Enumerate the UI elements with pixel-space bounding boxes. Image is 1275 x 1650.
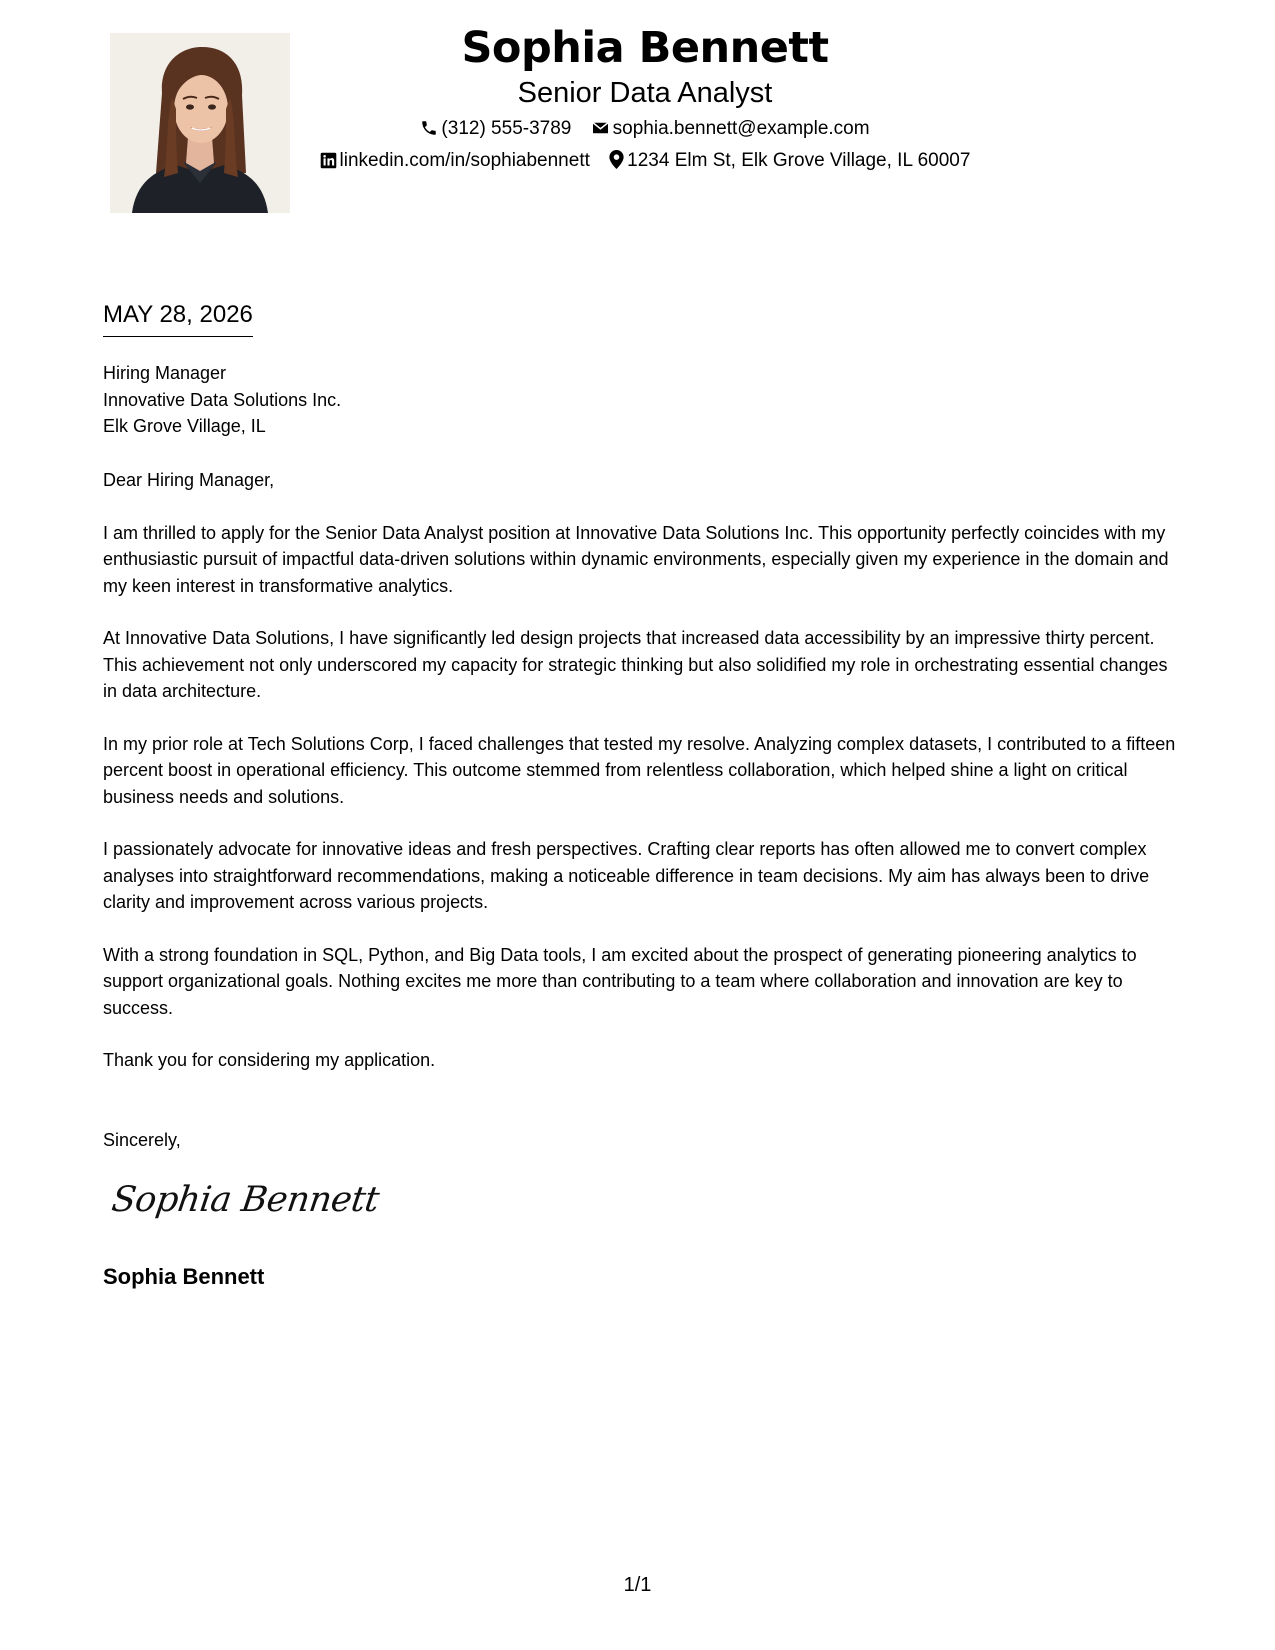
recipient-block — [103, 360, 341, 440]
letter-date: MAY 28, 2026 — [103, 300, 253, 337]
body-paragraph: At Innovative Data Solutions, I have significantly led design projects that increased data accessibility by an impressive thirty percent. This achievement not only underscored my capacity for strategic thinking but also solidified my role in orchestrating essential changes in data architecture. — [103, 628, 1168, 701]
recipient-line: Hiring Manager — [103, 363, 227, 383]
linkedin-contact — [320, 148, 590, 174]
body-paragraph: I passionately advocate for innovative ideas and fresh perspectives. Crafting clear reports has often allowed me to convert complex analyses into straightforward recommendations, making a noticeable difference in team decisions. My aim has always been to drive clarity and improvement across various projects. — [103, 839, 1150, 912]
salutation: Dear Hiring Manager, — [103, 470, 275, 490]
recipient-line: Elk Grove Village, IL — [103, 416, 266, 436]
letter-header — [290, 20, 1000, 174]
map-pin-icon — [609, 150, 624, 169]
closing: Sincerely, — [103, 1130, 181, 1150]
page-number: 1/1 — [623, 1574, 652, 1596]
address-contact — [609, 148, 970, 174]
body-paragraph: In my prior role at Tech Solutions Corp, I faced challenges that tested my resolve. Analyzing complex datasets, I contributed to a fifteen percent boost in operational efficiency. This outcome stemmed from relentless collaboration, which helped shine a light on critical business needs and solutions. — [103, 733, 1176, 807]
thanks-line: Thank you for considering my application. — [103, 1050, 436, 1070]
applicant-title: Senior Data Analyst — [517, 77, 773, 109]
recipient-line: Innovative Data Solutions Inc. — [103, 389, 342, 410]
address-text: 1234 Elm St, Elk Grove Village, IL 60007 — [627, 150, 971, 171]
email-text: sophia.bennett@example.com — [612, 118, 870, 139]
letter-body — [103, 467, 1181, 1100]
email-contact — [591, 116, 870, 142]
body-paragraph: With a strong foundation in SQL, Python, and Big Data tools, I am excited about the prospect of generating pioneering analytics to support organizational goals. Nothing excites me more than contributing to a team where collaboration and innovation are key to success. — [103, 944, 1137, 1018]
contact-row-1 — [290, 116, 1000, 142]
contact-row-2 — [290, 148, 1000, 174]
phone-contact — [420, 116, 571, 142]
envelope-icon — [591, 119, 610, 137]
signer-name: Sophia Bennett — [103, 1264, 265, 1289]
phone-icon — [420, 119, 438, 137]
linkedin-text: linkedin.com/in/sophiabennett — [339, 150, 590, 171]
profile-photo — [110, 33, 290, 213]
body-paragraph: I am thrilled to apply for the Senior Data Analyst position at Innovative Data Solutions Inc. This opportunity perfectly coincides with my enthusiastic pursuit of impactful data-driven solutions within dynamic environments, especially given my experience in the domain and my keen interest in transformative analytics. — [103, 522, 1169, 596]
linkedin-icon — [320, 152, 337, 169]
signature: Sophia Bennett — [109, 1180, 382, 1220]
phone-text: (312) 555-3789 — [441, 118, 572, 139]
applicant-name: Sophia Bennett — [461, 23, 829, 73]
